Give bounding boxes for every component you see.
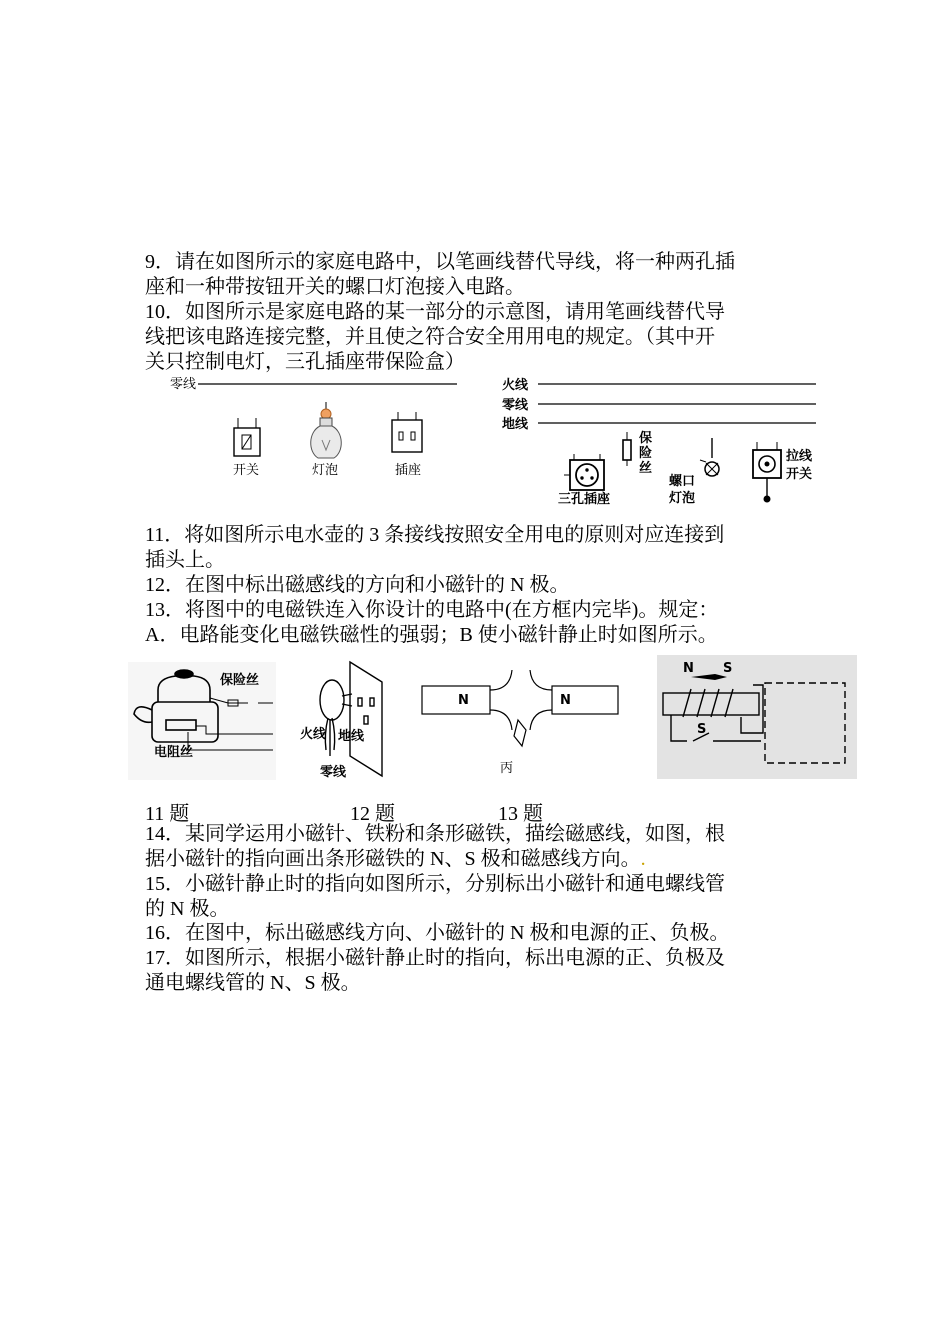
- screw-bulb-icon: [700, 438, 719, 476]
- switch-icon: [234, 418, 260, 456]
- q15-line2: 的 N 极。: [145, 898, 230, 920]
- figure-12-plug: [298, 660, 410, 782]
- fig10-bulb-label-2: 灯泡: [669, 491, 696, 506]
- question-10: [145, 300, 815, 375]
- question-14: [145, 822, 815, 872]
- fig12-neutral-label: 零线: [320, 765, 347, 780]
- caption-11: 11 题: [145, 803, 190, 825]
- q14-line2: [145, 847, 815, 872]
- question-17: [145, 946, 815, 996]
- question-13: [145, 598, 815, 648]
- fig12-live-label: 火线: [300, 727, 327, 742]
- fig11-resistor-label: 电阻丝: [154, 745, 194, 760]
- question-16: 16．在图中，标出磁感线方向、小磁针的 N 极和电源的正、负极。: [145, 922, 730, 944]
- q10-line1: 10．如图所示是家庭电路的某一部分的示意图，请用笔画线替代导: [145, 301, 725, 323]
- fig9-neutral-label: 零线: [170, 377, 197, 392]
- fig10-pull-label-2: 开关: [786, 467, 813, 482]
- fig10-live-label: 火线: [502, 378, 529, 393]
- fig14-s: S: [723, 661, 733, 676]
- field-line-bottom-left: [490, 710, 512, 730]
- q11-line2: 插头上。: [145, 549, 225, 571]
- fig14-sw: S: [697, 722, 707, 737]
- left-magnet: [422, 686, 490, 714]
- fig10-socket-label: 三孔插座: [558, 492, 611, 507]
- q14-line1: 14．某同学运用小磁针、铁粉和条形磁铁，描绘磁感线，如图，根: [145, 823, 725, 845]
- fig10-neutral-label: 零线: [502, 398, 529, 413]
- question-9: [145, 250, 815, 300]
- plug-icon: [320, 680, 352, 756]
- question-12: 12．在图中标出磁感线的方向和小磁针的 N 极。: [145, 574, 570, 596]
- q10-line2: 线把该电路连接完整，并且使之符合安全用用电的规定。（其中开: [145, 326, 715, 348]
- fig13-label: 丙: [500, 761, 514, 776]
- field-line-top-left: [490, 670, 512, 690]
- figure-9-circuit: [160, 370, 470, 485]
- field-line-top-right: [530, 670, 552, 690]
- q9-line2: 座和一种带按钮开关的螺口灯泡接入电路。: [145, 276, 525, 298]
- pull-switch-icon: [753, 442, 781, 503]
- fig9-socket-label: 插座: [395, 463, 422, 478]
- fig10-bulb-label-1: 螺口: [669, 474, 696, 489]
- q17-line2: 通电螺线管的 N、S 极。: [145, 972, 361, 994]
- socket-icon: [392, 412, 422, 452]
- fig9-switch-label: 开关: [233, 463, 260, 478]
- fig11-fuse-label: 保险丝: [220, 673, 260, 688]
- figure-11-kettle: [128, 662, 276, 782]
- bulb-icon: [311, 402, 342, 458]
- fig13-n2: N: [560, 693, 571, 708]
- fig13-n1: N: [458, 693, 469, 708]
- compass-needle-icon: [514, 720, 526, 746]
- fig12-ground-label: 地线: [338, 729, 365, 744]
- outlet-panel-icon: [350, 662, 382, 776]
- three-hole-socket-icon: [564, 454, 604, 490]
- fig10-pull-label-1: 拉线: [786, 449, 813, 464]
- field-line-bottom-right: [530, 710, 552, 730]
- fuse-icon: [623, 432, 631, 466]
- q10-line3: 关只控制电灯，三孔插座带保险盒）: [145, 351, 465, 373]
- q17-line1: 17．如图所示，根据小磁针静止时的指向，标出电源的正、负极及: [145, 947, 725, 969]
- fig10-fuse-1: 保: [639, 431, 653, 446]
- fig10-fuse-2: 险: [639, 446, 653, 461]
- q13-line2: A．电路能变化电磁铁磁性的强弱；B 使小磁针静止时如图所示。: [145, 624, 718, 646]
- caption-12: 12 题: [350, 803, 395, 825]
- figure-10-circuit: [500, 372, 825, 514]
- fig9-bulb-label: 灯泡: [312, 463, 339, 478]
- question-15: [145, 872, 815, 922]
- q15-line1: 15．小磁针静止时的指向如图所示，分别标出小磁针和通电螺线管: [145, 873, 725, 895]
- q11-line1: 11．将如图所示电水壶的 3 条接线按照安全用电的原则对应连接到: [145, 524, 725, 546]
- figure-14-electromagnet: [657, 655, 857, 779]
- fig10-fuse-3: 丝: [639, 461, 653, 476]
- fig10-ground-label: 地线: [502, 417, 529, 432]
- fig14-n: N: [683, 661, 694, 676]
- caption-13: 13 题: [498, 803, 543, 825]
- figure-13-magnets: [420, 668, 620, 780]
- q13-line1: 13．将图中的电磁铁连入你设计的电路中(在方框内完毕)。规定：: [145, 599, 719, 621]
- q14-dot: .: [640, 848, 646, 870]
- q14-line2-text: 据小磁针的指向画出条形磁铁的 N、S 极和磁感线方向。: [145, 848, 641, 870]
- question-11: [145, 523, 815, 573]
- q9-line1: 9．请在如图所示的家庭电路中，以笔画线替代导线，将一种两孔插: [145, 251, 735, 273]
